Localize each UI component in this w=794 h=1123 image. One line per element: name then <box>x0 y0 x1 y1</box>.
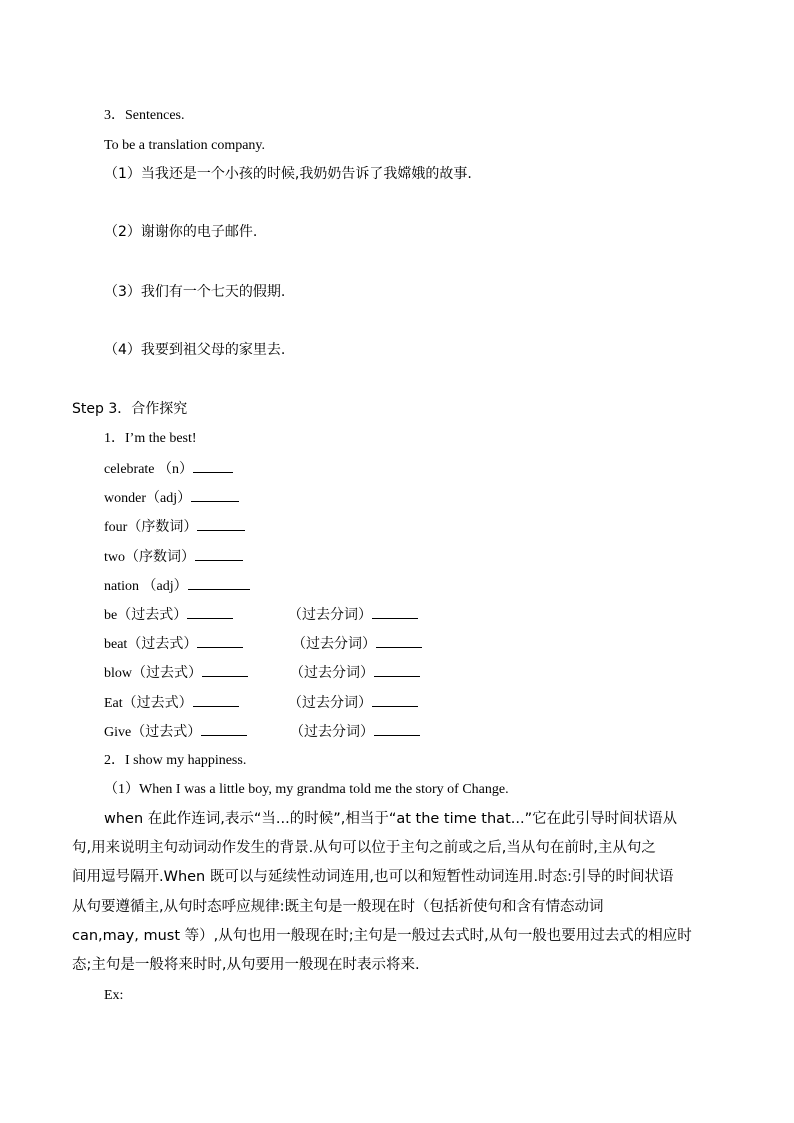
example-sentence: （1）When I was a little boy, my grandma told me the story of Change. <box>104 782 509 797</box>
explanation-line: 句,用来说明主句动词动作发生的背景.从句可以位于主句之前或之后,当从句在前时,主从句之 <box>72 840 656 856</box>
explanation-line: 间用逗号隔开.When 既可以与延续性动词连用,也可以和短暂性动词连用.时态:引导的时间状语 <box>72 869 674 885</box>
part-title: 1．I’m the best! <box>104 431 197 446</box>
sentence-item: （3）我们有一个七天的假期. <box>104 284 286 300</box>
sentence-item: （4）我要到祖父母的家里去. <box>104 342 286 358</box>
word-item: celebrate （n） <box>104 458 233 480</box>
verb-past-item: Eat（过去式） <box>104 692 239 714</box>
word-item: wonder（adj） <box>104 487 239 509</box>
answer-blank[interactable] <box>372 692 418 707</box>
step-heading: Step 3．合作探究 <box>72 401 188 417</box>
verb-participle-item: （过去分词） <box>290 721 420 743</box>
answer-blank[interactable] <box>372 604 418 619</box>
verb-past-item: blow（过去式） <box>104 662 248 684</box>
answer-blank[interactable] <box>195 546 243 561</box>
answer-blank[interactable] <box>187 604 233 619</box>
answer-blank[interactable] <box>374 721 420 736</box>
sentence-item: （2）谢谢你的电子邮件. <box>104 224 258 240</box>
answer-blank[interactable] <box>191 487 239 502</box>
explanation-line: 从句要遵循主,从句时态呼应规律:既主句是一般现在时（包括祈使句和含有情态动词 <box>72 899 604 915</box>
verb-participle-item: （过去分词） <box>288 692 418 714</box>
verb-participle-item: （过去分词） <box>290 662 420 684</box>
answer-blank[interactable] <box>374 662 420 677</box>
verb-past-item: beat（过去式） <box>104 633 243 655</box>
verb-past-item: be（过去式） <box>104 604 233 626</box>
answer-blank[interactable] <box>201 721 247 736</box>
explanation-line: can,may, must 等）,从句也用一般现在时;主句是一般过去式时,从句一般也要用过去式的相应时 <box>72 928 692 944</box>
answer-blank[interactable] <box>197 633 243 648</box>
explanation-line: 态;主句是一般将来时时,从句要用一般现在时表示将来. <box>72 957 420 973</box>
answer-blank[interactable] <box>193 692 239 707</box>
part-title: 2．I show my happiness. <box>104 753 247 768</box>
word-item: two（序数词） <box>104 546 243 568</box>
section-intro: To be a translation company. <box>104 138 266 153</box>
verb-past-item: Give（过去式） <box>104 721 247 743</box>
answer-blank[interactable] <box>197 516 245 531</box>
answer-blank[interactable] <box>202 662 248 677</box>
ex-label: Ex: <box>104 988 124 1003</box>
answer-blank[interactable] <box>188 575 250 590</box>
verb-participle-item: （过去分词） <box>288 604 418 626</box>
verb-participle-item: （过去分词） <box>292 633 422 655</box>
answer-blank[interactable] <box>376 633 422 648</box>
answer-blank[interactable] <box>193 458 233 473</box>
section-heading: 3．Sentences. <box>104 108 185 123</box>
sentence-item: （1）当我还是一个小孩的时候,我奶奶告诉了我嫦娥的故事. <box>104 166 472 182</box>
word-item: four（序数词） <box>104 516 245 538</box>
word-item: nation （adj） <box>104 575 250 597</box>
explanation-line: when 在此作连词,表示“当...的时候”,相当于“at the time that...”它在此引导时间状语从 <box>104 811 678 827</box>
